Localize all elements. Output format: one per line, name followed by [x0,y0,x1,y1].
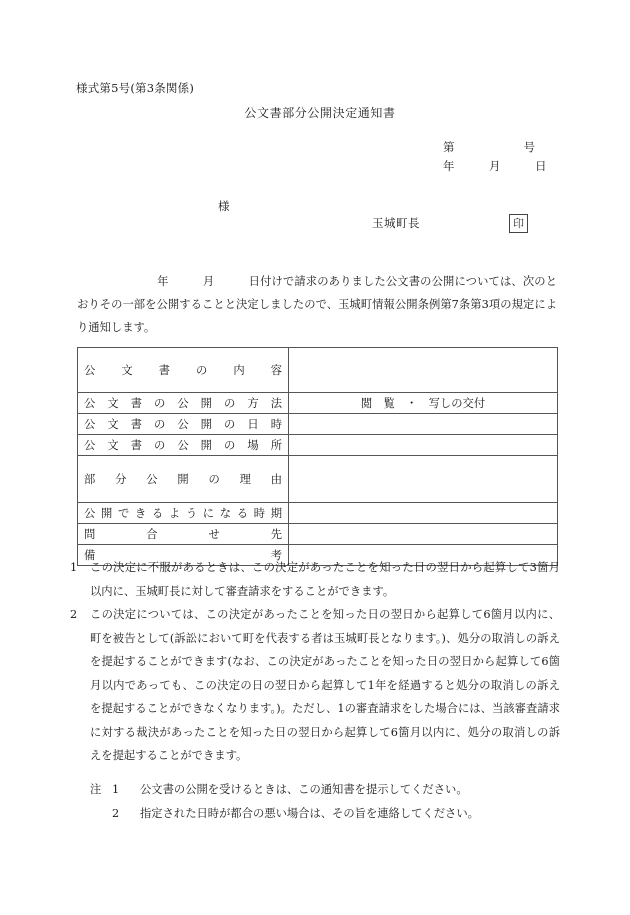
chuu-note-index: 1 [112,783,120,796]
row-label-contact: 問合せ先 [78,524,289,545]
row-label-disclosure-place: 公文書の公開の場所 [78,435,289,456]
table-row [78,456,558,503]
row-value-future-disclosure-time [289,503,558,524]
chuu-note-item [70,778,560,802]
table-row [78,393,558,414]
row-label-disclosure-method: 公文書の公開の方法 [78,393,289,414]
decision-detail-table [77,347,558,566]
table-row [78,435,558,456]
seal-stamp-box: 印 [509,214,528,233]
table-row [78,348,558,393]
document-date-line: 年 月 日 [443,159,547,173]
legal-note-item [70,603,560,768]
form-number: 様式第5号(第3条関係) [76,81,195,95]
chuu-note-item [70,802,560,826]
chuu-note-text: 指定された日時が都合の悪い場合は、その旨を連絡してください。 [140,806,479,820]
number-date-block [443,138,547,176]
chuu-note-index: 2 [112,806,120,820]
legal-note-index: 1 [70,561,78,574]
legal-note-text: この決定については、この決定があったことを知った日の翌日から起算して6箇月以内に、町を被告として(訴訟において町を代表する者は玉城町長となります。)、処分の取消しの訴えを提起することができます(なお、この決定があったことを知った日の翌日から起算して6箇月以内であっても、この決定の日の翌日から起算して1年を経過すると処分の取消しの訴えを提起することができなくなります。)。ただし、1の審査請求をした場合には、当該審査請求に対する裁決があったことを知った日の翌日から起算して6箇月以内に、処分の取消しの訴えを提起することができます。 [90,608,560,762]
row-label-future-disclosure-time: 公開できるようになる時期 [78,503,289,524]
row-value-disclosure-place [289,435,558,456]
row-value-document-content [289,348,558,393]
row-value-disclosure-datetime [289,414,558,435]
row-label-disclosure-datetime: 公文書の公開の日時 [78,414,289,435]
chuu-note-text: 公文書の公開を受けるときは、この通知書を提示してください。 [140,783,468,796]
legal-note-text: この決定に不服があるときは、この決定があったことを知った日の翌日から起算して3箇月以内に、玉城町長に対して審査請求をすることができます。 [90,561,560,598]
row-value-disclosure-method: 閲 覧 ・ 写しの交付 [289,393,558,414]
table-row [78,503,558,524]
issuer-name: 玉城町長 [372,216,420,230]
legal-notes [70,556,560,768]
intro-date-blank: 年 月 日 [157,275,261,288]
row-value-partial-reason [289,456,558,503]
document-title: 公文書部分公開決定通知書 [244,106,396,120]
row-label-remarks: 備考 [78,545,289,566]
chuu-mark: 注 [90,783,102,796]
table-row [78,414,558,435]
row-value-contact [289,524,558,545]
row-label-document-content: 公文書の内容 [78,348,289,393]
legal-note-index: 2 [70,608,78,621]
row-label-partial-reason: 部分公開の理由 [78,456,289,503]
legal-note-item [70,556,560,603]
document-number-line: 第 号 [443,140,535,154]
table-row [78,524,558,545]
intro-paragraph [77,270,557,339]
intro-body-text: 付けで請求のありました公文書の公開については、次のとおりその一部を公開することと決定しましたので、玉城町情報公開条例第7条第3項の規定により通知します。 [77,275,557,334]
table-body [78,348,558,566]
addressee-honorific: 様 [218,199,230,213]
chuu-notes [70,778,560,825]
